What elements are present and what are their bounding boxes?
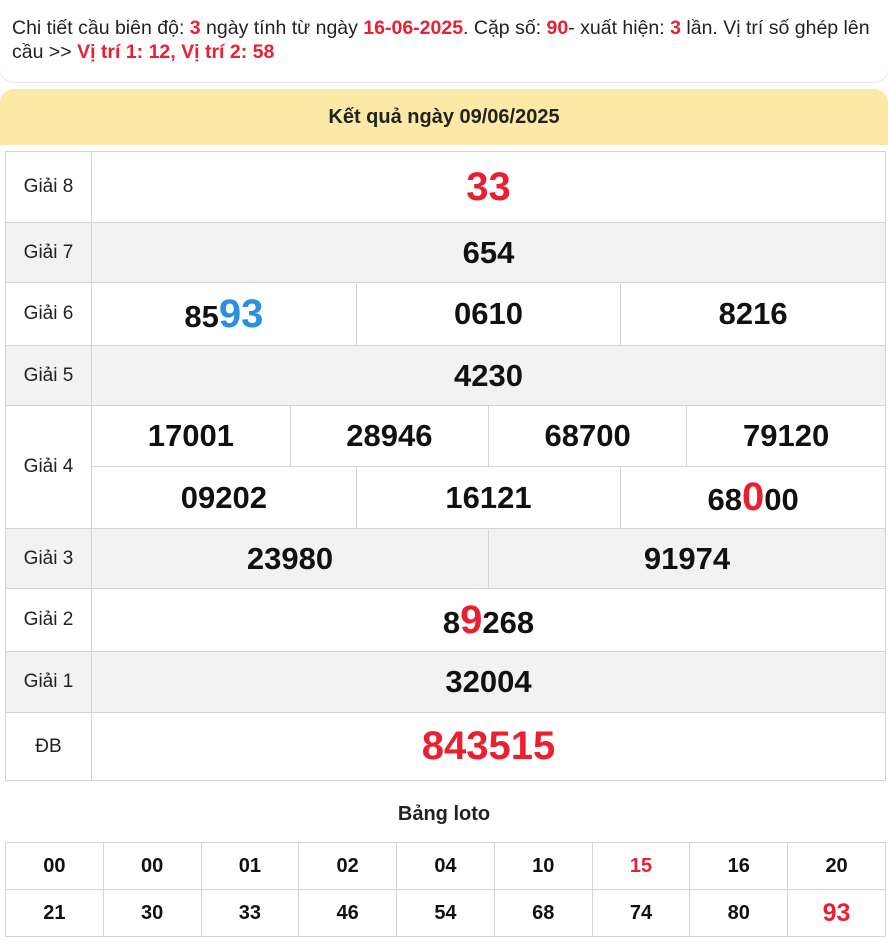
info-text-5: lần. Vị trí số ghép lên cầu >> [12,17,870,63]
value-giai-4-7-a: 68 [707,482,742,517]
loto-cell: 00 [6,843,104,890]
label-giai-6: Giải 6 [6,283,92,346]
bridge-info-box [0,0,888,82]
loto-cell: 21 [6,890,104,937]
info-date: 16-06-2025 [363,17,464,39]
loto-cell: 10 [494,843,592,890]
loto-cell: 46 [299,890,397,937]
value-giai-4-2: 28946 [290,406,488,466]
value-giai-2-c: 268 [482,604,535,640]
value-giai-7: 654 [92,223,886,283]
value-giai-4-4: 79120 [687,406,885,466]
loto-cell: 80 [690,890,788,937]
label-giai-5: Giải 5 [6,346,92,406]
loto-cell: 74 [592,890,690,937]
loto-cell-highlight: 15 [592,843,690,890]
info-vi-tri: Vị trí 1: 12, Vị trí 2: 58 [77,41,275,63]
value-giai-4-1: 17001 [147,418,234,454]
value-giai-4-6: 16121 [356,467,620,528]
value-giai-2-b: 9 [460,597,483,642]
row-giai-7 [6,223,886,283]
value-giai-2-a: 8 [442,604,461,640]
value-giai-6-1 [92,284,356,345]
values-giai-4 [92,406,886,529]
loto-cell: 00 [103,843,201,890]
info-text-2: ngày tính từ ngày [200,17,364,39]
info-lan: 3 [670,17,681,39]
value-giai-8: 33 [92,152,886,223]
label-giai-1: Giải 1 [6,652,92,713]
loto-cell: 04 [397,843,495,890]
loto-row-2 [6,890,886,937]
value-giai-4-7-c: 00 [764,482,799,517]
info-text-1: Chi tiết cầu biên độ: [12,17,190,39]
value-giai-2 [92,589,886,652]
value-giai-6-1-b: 93 [218,291,264,336]
row-giai-1 [6,652,886,713]
row-giai-4 [6,406,886,529]
label-giai-2: Giải 2 [6,589,92,652]
row-giai-6 [6,283,886,346]
loto-cell: 20 [788,843,886,890]
value-giai-db: 843515 [92,713,886,781]
values-giai-6 [92,283,886,346]
loto-cell: 33 [201,890,299,937]
loto-cell: 01 [201,843,299,890]
value-giai-6-2: 0610 [356,284,620,345]
results-table [5,151,886,781]
value-giai-3-1: 23980 [92,530,489,588]
value-giai-5: 4230 [92,346,886,406]
row-giai-8 [6,152,886,223]
loto-table [5,842,886,937]
value-giai-3-2: 91974 [489,530,886,588]
value-giai-1: 32004 [92,652,886,713]
loto-title: Bảng loto [397,803,491,825]
label-giai-8: Giải 8 [6,152,92,223]
info-bien-do: 3 [189,17,201,39]
row-giai-3 [6,529,886,589]
loto-cell: 68 [494,890,592,937]
loto-cell: 54 [397,890,495,937]
loto-cell-highlight: 93 [788,890,886,937]
label-giai-db: ĐB [6,713,92,781]
row-giai-db [6,713,886,781]
info-cap-so: 90 [546,17,569,39]
value-giai-4-3: 68700 [489,406,687,466]
loto-cell: 16 [690,843,788,890]
results-header: Kết quả ngày 09/06/2025 [0,89,888,145]
loto-row-1 [6,843,886,890]
loto-cell: 02 [299,843,397,890]
value-giai-6-3: 8216 [621,284,885,345]
value-giai-4-5: 09202 [180,479,268,515]
row-giai-5 [6,346,886,406]
label-giai-7: Giải 7 [6,223,92,283]
label-giai-3: Giải 3 [6,529,92,589]
values-giai-3 [92,529,886,589]
row-giai-2 [6,589,886,652]
info-text-3: . Cặp số: [463,17,547,39]
value-giai-4-7 [621,467,885,528]
loto-cell: 30 [103,890,201,937]
value-giai-4-7-b: 0 [741,475,765,519]
info-text-4: - xuất hiện: [568,17,671,39]
value-giai-6-1-a: 85 [184,298,219,334]
label-giai-4: Giải 4 [6,406,92,529]
